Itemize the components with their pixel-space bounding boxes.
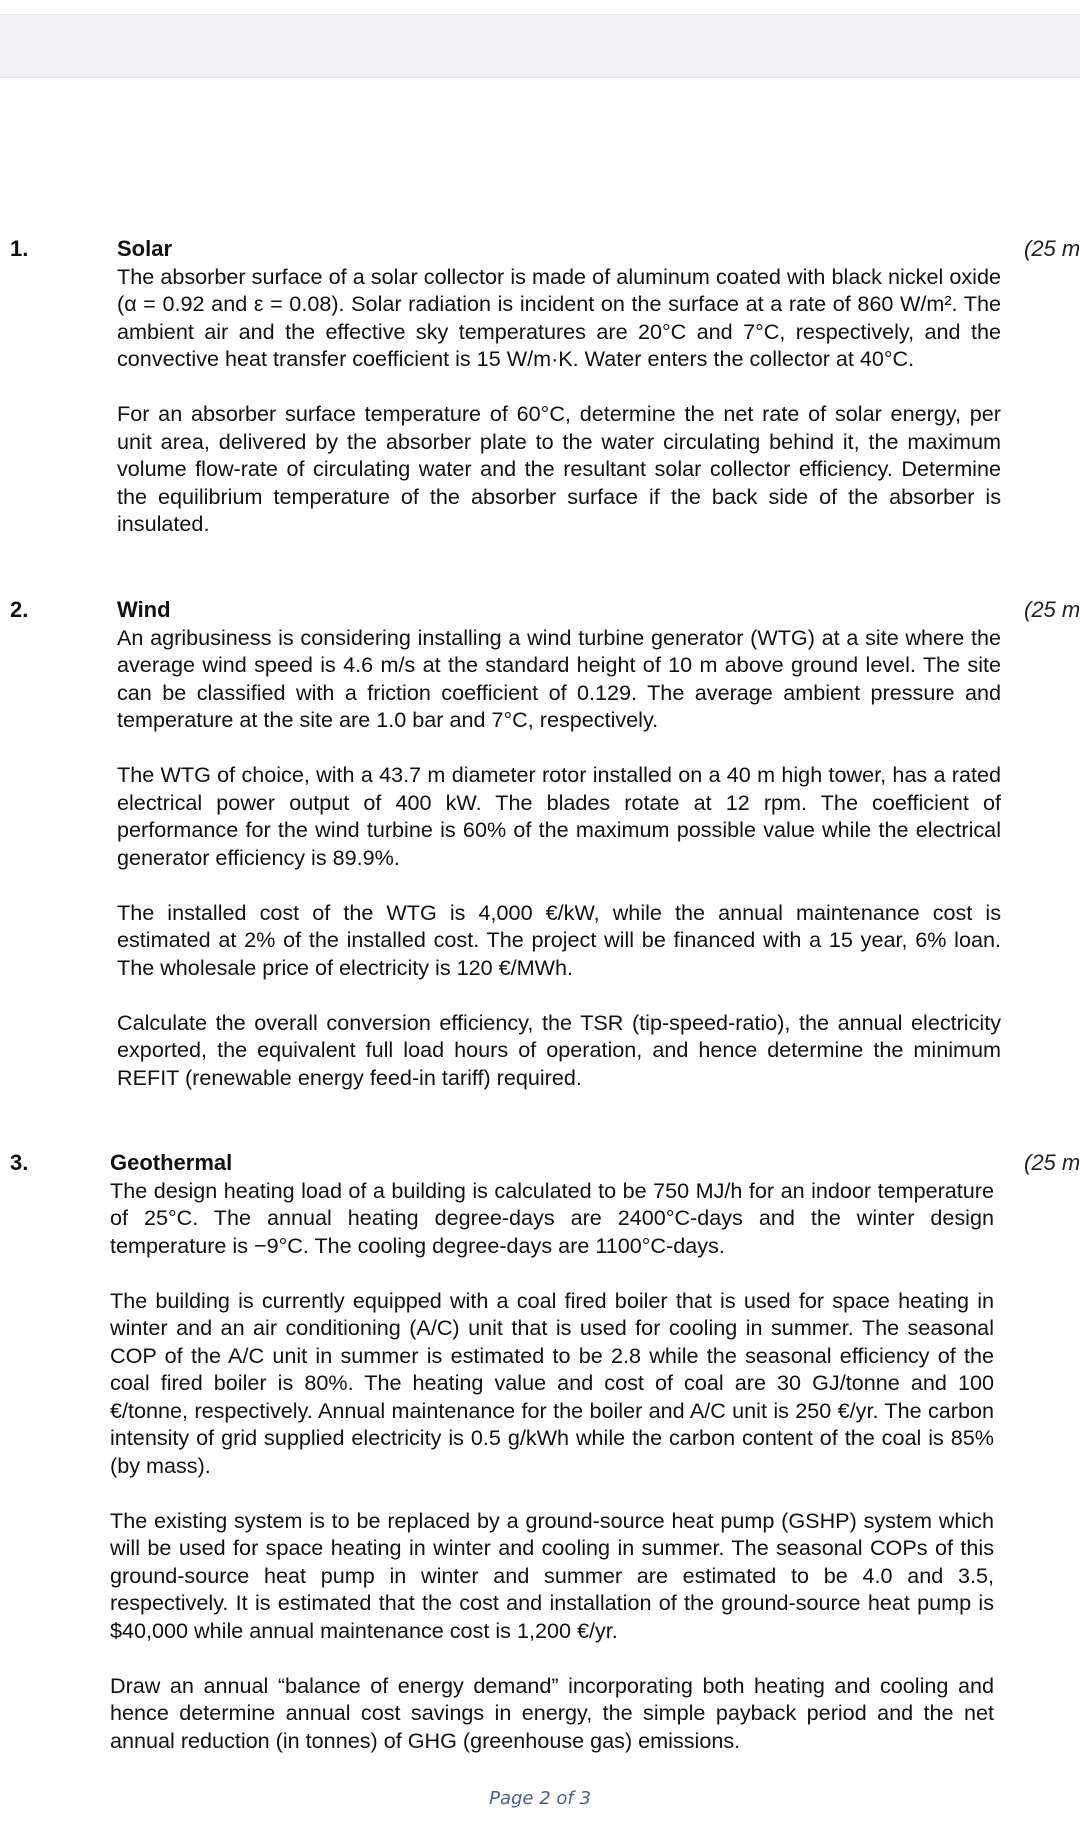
question-body [110, 1149, 994, 1754]
question-body [117, 596, 1001, 1091]
question-paragraph: The WTG of choice, with a 43.7 m diameter rotor installed on a 40 m high tower, has a rated electrical power output of 400 kW. The blades rotate at 12 rpm. The coefficient of performance for the wind turbine is 60% of the maximum possible value while the electrical generator efficiency is 89.9%. [117, 762, 1001, 870]
question-paragraph: Calculate the overall conversion efficiency, the TSR (tip-speed-ratio), the annual electricity exported, the equivalent full load hours of operation, and hence determine the minimum REFIT (renewable energy feed-in tariff) required. [117, 1009, 1001, 1090]
question-number: 1. [10, 236, 29, 261]
question-paragraph: The existing system is to be replaced by a ground-source heat pump (GSHP) system which will be used for space heating in winter and cooling in summer. The seasonal COPs of this ground-source heat pump in winter and summer are estimated to be 4.0 and 3.5, respectively. It is estimated that the cost and installation of the ground-source heat pump is $40,000 while annual maintenance cost is 1,200 €/yr. [110, 1507, 994, 1643]
marks-label: (25 m [1024, 236, 1080, 261]
question-paragraph: The design heating load of a building is calculated to be 750 MJ/h for an indoor temperature of 25°C. The annual heating degree-days are 2400°C-days and the winter design temperature is −9°C. The cooling degree-days are 1100°C-days. [110, 1177, 994, 1258]
question-title: Wind [117, 597, 171, 622]
question-paragraph: For an absorber surface temperature of 60°C, determine the net rate of solar energy, per unit area, delivered by the absorber plate to the water circulating behind it, the maximum volume flow-rate of circulating water and the resultant solar collector efficiency. Determine the equilibrium temperature of the absorber surface if the back side of the absorber is insulated. [117, 401, 1001, 536]
question-paragraph: The building is currently equipped with a coal fired boiler that is used for space heating in winter and an air conditioning (A/C) unit that is used for cooling in summer. The seasonal COP of the A/C unit in summer is estimated to be 2.8 while the seasonal efficiency of the coal fired boiler is 80%. The heating value and cost of coal are 30 GJ/tonne and 100 €/tonne, respectively. Annual maintenance for the boiler and A/C unit is 250 €/yr. The carbon intensity of grid supplied electricity is 0.5 g/kWh while the carbon content of the coal is 85% (by mass). [110, 1287, 994, 1478]
question-paragraph: The installed cost of the WTG is 4,000 €/kW, while the annual maintenance cost is estimated at 2% of the installed cost. The project will be financed with a 15 year, 6% loan. The wholesale price of electricity is 120 €/MWh. [117, 899, 1001, 980]
marks-label: (25 m [1024, 1150, 1080, 1175]
question-body [117, 235, 1001, 538]
question-paragraph: An agribusiness is considering installing a wind turbine generator (WTG) at a site where the average wind speed is 4.6 m/s at the standard height of 10 m above ground level. The site can be classified with a friction coefficient of 0.129. The average ambient pressure and temperature at the site are 1.0 bar and 7°C, respectively. [117, 624, 1001, 732]
marks-label: (25 m [1024, 597, 1080, 622]
question-number: 3. [10, 1150, 29, 1175]
question-number: 2. [10, 597, 29, 622]
question-title: Solar [117, 236, 173, 261]
page-number: Page 2 of 3 [489, 1788, 591, 1809]
question-paragraph: The absorber surface of a solar collector is made of aluminum coated with black nickel oxide (α = 0.92 and ε = 0.08). Solar radiation is incident on the surface at a rate of 860 W/m². The ambient air and the effective sky temperatures are 20°C and 7°C, respectively, and the convective heat transfer coefficient is 15 W/m·K. Water enters the collector at 40°C. [117, 263, 1001, 371]
question-title: Geothermal [110, 1150, 233, 1175]
viewer-toolbar [0, 14, 1080, 78]
question-paragraph: Draw an annual “balance of energy demand” incorporating both heating and cooling and hence determine annual cost savings in energy, the simple payback period and the net annual reduction (in tonnes) of GHG (greenhouse gas) emissions. [110, 1672, 994, 1753]
